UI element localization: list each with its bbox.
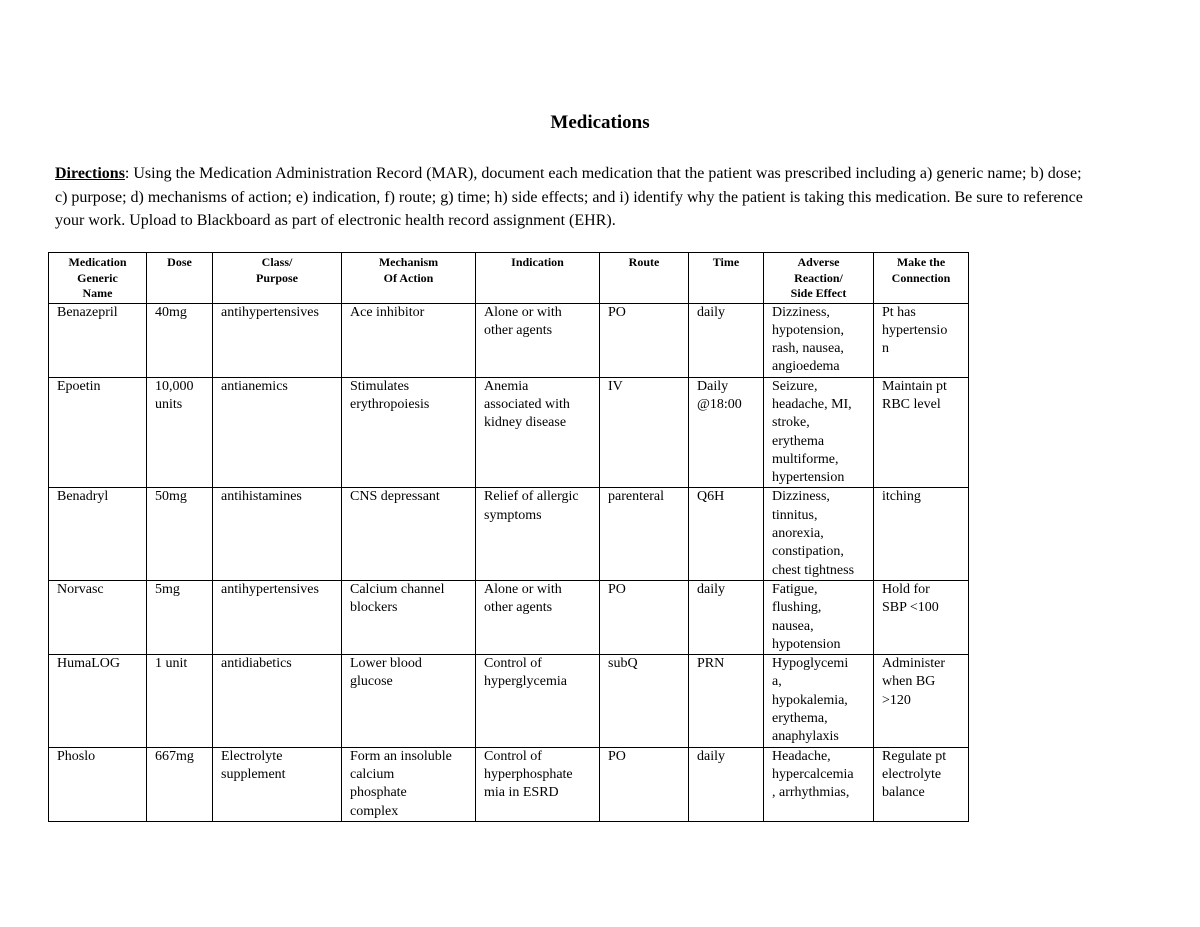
cell-route: parenteral [600, 488, 689, 580]
cell-side-effect: Seizure, headache, MI, stroke, erythema multiforme, hypertension [764, 377, 874, 488]
header-class-purpose: Class/ Purpose [213, 253, 342, 304]
cell-dose: 667mg [147, 747, 213, 821]
cell-side-effect: Hypoglycemi a, hypokalemia, erythema, anaphylaxis [764, 655, 874, 747]
table-row [49, 580, 969, 654]
cell-route: PO [600, 303, 689, 377]
page-title: Medications [550, 112, 650, 133]
header-generic-name: Medication Generic Name [49, 253, 147, 304]
cell-route: subQ [600, 655, 689, 747]
cell-indication: Alone or with other agents [476, 303, 600, 377]
directions-paragraph [55, 162, 1085, 233]
cell-mechanism: Form an insoluble calcium phosphate complex [342, 747, 476, 821]
cell-generic-name: Norvasc [49, 580, 147, 654]
table-row [49, 488, 969, 580]
cell-class: antihypertensives [213, 303, 342, 377]
cell-time: Daily @18:00 [689, 377, 764, 488]
cell-route: PO [600, 747, 689, 821]
cell-class: antihypertensives [213, 580, 342, 654]
cell-generic-name: Benazepril [49, 303, 147, 377]
cell-route: PO [600, 580, 689, 654]
cell-indication: Anemia associated with kidney disease [476, 377, 600, 488]
cell-side-effect: Dizziness, tinnitus, anorexia, constipation, chest tightness [764, 488, 874, 580]
cell-time: daily [689, 580, 764, 654]
header-adverse-reaction: Adverse Reaction/ Side Effect [764, 253, 874, 304]
cell-class: Electrolyte supplement [213, 747, 342, 821]
cell-generic-name: Benadryl [49, 488, 147, 580]
header-mechanism: Mechanism Of Action [342, 253, 476, 304]
directions-label: Directions [55, 165, 125, 182]
cell-side-effect: Headache, hypercalcemia , arrhythmias, [764, 747, 874, 821]
cell-connection: Pt has hypertensio n [874, 303, 969, 377]
cell-time: Q6H [689, 488, 764, 580]
directions-text: : Using the Medication Administration Record (MAR), document each medication that the patient was prescribed including a) generic name; b) dose; c) purpose; d) mechanisms of action; e) indication, f) route; g) time; h) side effects; and i) identify why the patient is taking this medication. Be sure to reference your work. Upload to Blackboard as part of electronic health record assignment (EHR). [55, 165, 1083, 229]
cell-mechanism: Ace inhibitor [342, 303, 476, 377]
cell-mechanism: CNS depressant [342, 488, 476, 580]
cell-connection: itching [874, 488, 969, 580]
cell-connection: Maintain pt RBC level [874, 377, 969, 488]
header-indication: Indication [476, 253, 600, 304]
cell-indication: Relief of allergic symptoms [476, 488, 600, 580]
cell-connection: Administer when BG >120 [874, 655, 969, 747]
cell-class: antidiabetics [213, 655, 342, 747]
header-connection: Make the Connection [874, 253, 969, 304]
cell-dose: 5mg [147, 580, 213, 654]
cell-dose: 1 unit [147, 655, 213, 747]
cell-indication: Control of hyperglycemia [476, 655, 600, 747]
table-header-row [49, 253, 969, 304]
cell-class: antianemics [213, 377, 342, 488]
cell-time: PRN [689, 655, 764, 747]
table-row [49, 303, 969, 377]
cell-indication: Alone or with other agents [476, 580, 600, 654]
cell-mechanism: Stimulates erythropoiesis [342, 377, 476, 488]
cell-connection: Regulate pt electrolyte balance [874, 747, 969, 821]
cell-dose: 40mg [147, 303, 213, 377]
cell-side-effect: Dizziness, hypotension, rash, nausea, angioedema [764, 303, 874, 377]
table-row [49, 747, 969, 821]
cell-mechanism: Lower blood glucose [342, 655, 476, 747]
cell-generic-name: HumaLOG [49, 655, 147, 747]
cell-dose: 10,000 units [147, 377, 213, 488]
cell-class: antihistamines [213, 488, 342, 580]
table-row [49, 655, 969, 747]
medication-table [48, 252, 969, 822]
cell-time: daily [689, 303, 764, 377]
header-time: Time [689, 253, 764, 304]
cell-generic-name: Epoetin [49, 377, 147, 488]
header-dose: Dose [147, 253, 213, 304]
cell-indication: Control of hyperphosphate mia in ESRD [476, 747, 600, 821]
cell-time: daily [689, 747, 764, 821]
table-row [49, 377, 969, 488]
cell-dose: 50mg [147, 488, 213, 580]
cell-connection: Hold for SBP <100 [874, 580, 969, 654]
cell-route: IV [600, 377, 689, 488]
cell-generic-name: Phoslo [49, 747, 147, 821]
cell-mechanism: Calcium channel blockers [342, 580, 476, 654]
header-route: Route [600, 253, 689, 304]
cell-side-effect: Fatigue, flushing, nausea, hypotension [764, 580, 874, 654]
